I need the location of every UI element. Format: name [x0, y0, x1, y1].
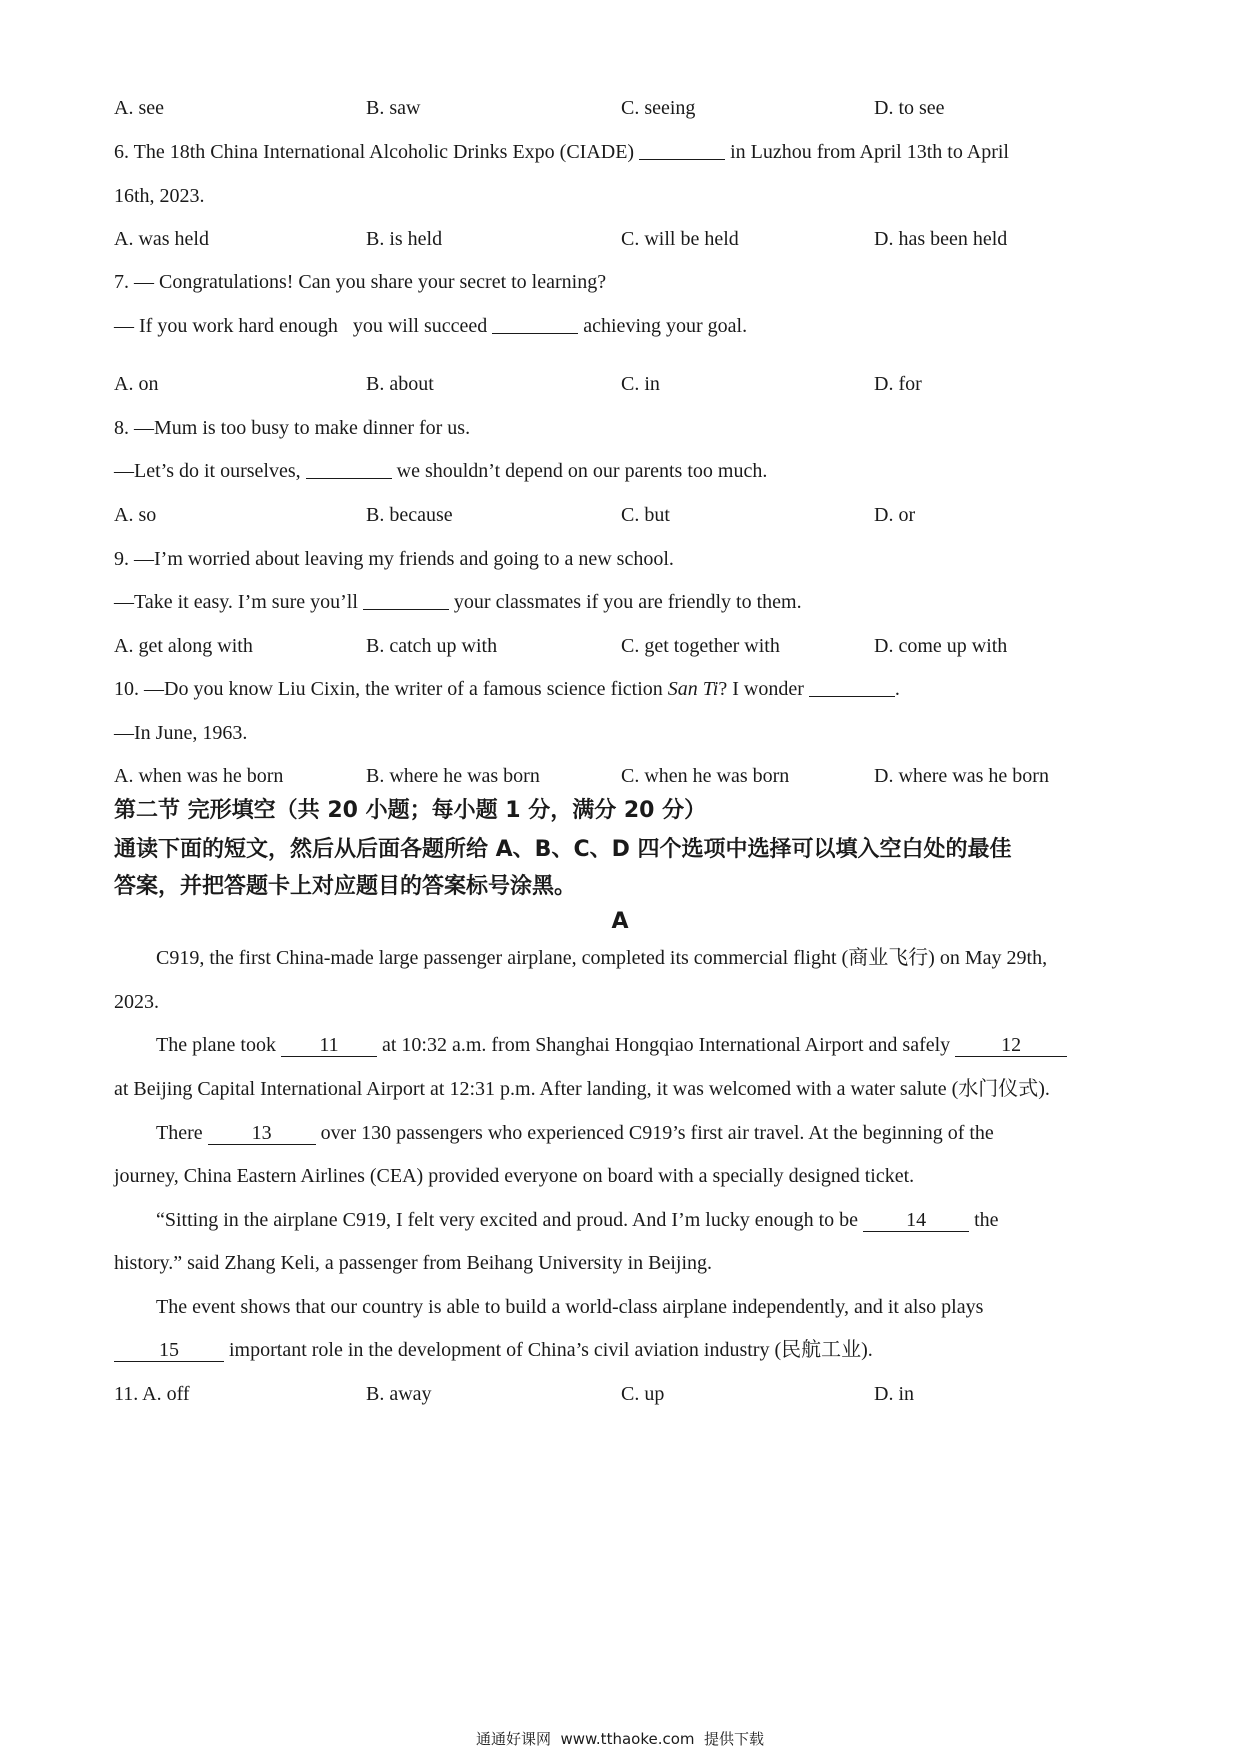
section-instruction-line2: 答案，并把答题卡上对应题目的答案标号涂黑。 — [114, 874, 577, 899]
q8-line1: 8. —Mum is too busy to make dinner for us. — [114, 417, 471, 439]
q9-option-d: D. come up with — [874, 635, 1008, 657]
q8-line2: —Let’s do it ourselves, we shouldn’t depend on our parents too much. — [114, 460, 768, 482]
q7-line1: 7. — Congratulations! Can you share your secret to learning? — [114, 271, 607, 293]
passage-p3-line1: There 13 over 130 passengers who experienced C919’s first air travel. At the beginning of the — [156, 1122, 994, 1144]
q9-line1: 9. —I’m worried about leaving my friends and going to a new school. — [114, 548, 674, 570]
q8-option-b: B. because — [366, 504, 453, 526]
q9-options — [114, 634, 1134, 658]
footer-watermark: 通通好课网 www.tthaoke.com 提供下载 — [475, 1730, 765, 1748]
q8-option-c: C. but — [621, 504, 670, 526]
q10-option-c: C. when he was born — [621, 765, 790, 787]
q7-options — [114, 372, 1134, 396]
book-title: San Ti — [667, 678, 719, 700]
numbered-blank-12: 12 — [955, 1034, 1067, 1057]
q6-options — [114, 227, 1134, 251]
q11-option-a: 11. A. off — [114, 1383, 190, 1405]
passage-p2-line2: at Beijing Capital International Airport at 12:31 p.m. After landing, it was welcomed with a water salute (水门仪式). — [114, 1078, 1050, 1100]
passage-label: A — [611, 909, 629, 934]
q11-option-c: C. up — [621, 1383, 665, 1405]
q10-line2: —In June, 1963. — [114, 722, 248, 744]
q11-options — [114, 1382, 1134, 1406]
q5-option-d: D. to see — [874, 97, 945, 119]
q9-line2: —Take it easy. I’m sure you’ll your classmates if you are friendly to them. — [114, 591, 802, 613]
q7-option-d: D. for — [874, 373, 922, 395]
q11-option-b: B. away — [366, 1383, 432, 1405]
answer-blank — [492, 315, 578, 334]
passage-p3-line2: journey, China Eastern Airlines (CEA) provided everyone on board with a specially designed ticket. — [114, 1165, 915, 1187]
passage-p4-line2: history.” said Zhang Keli, a passenger from Beihang University in Beijing. — [114, 1252, 713, 1274]
q6-stem-line2: 16th, 2023. — [114, 185, 205, 207]
q9-option-b: B. catch up with — [366, 635, 498, 657]
numbered-blank-13: 13 — [208, 1122, 316, 1145]
section-heading: 第二节 完形填空（共 20 小题；每小题 1 分，满分 20 分） — [114, 798, 707, 823]
passage-p2-line1: The plane took 11 at 10:32 a.m. from Shanghai Hongqiao International Airport and safely 12 — [156, 1033, 1067, 1057]
q5-option-c: C. seeing — [621, 97, 696, 119]
q6-stem: 6. The 18th China International Alcoholic Drinks Expo (CIADE) in Luzhou from April 13th to April — [114, 141, 1009, 163]
passage-p5-line2: 15 important role in the development of China’s civil aviation industry (民航工业). — [114, 1338, 873, 1362]
q9-option-a: A. get along with — [114, 635, 253, 657]
numbered-blank-15: 15 — [114, 1339, 224, 1362]
answer-blank — [809, 678, 895, 697]
q6-option-d: D. has been held — [874, 228, 1008, 250]
q10-option-d: D. where was he born — [874, 765, 1049, 787]
passage-p1-line2: 2023. — [114, 991, 159, 1013]
q10-option-a: A. when was he born — [114, 765, 284, 787]
passage-p4-line1: “Sitting in the airplane C919, I felt very excited and proud. And I’m lucky enough to be 14 the — [156, 1209, 999, 1231]
q10-options — [114, 764, 1134, 788]
q6-option-c: C. will be held — [621, 228, 739, 250]
q10-option-b: B. where he was born — [366, 765, 540, 787]
q8-option-d: D. or — [874, 504, 916, 526]
numbered-blank-11: 11 — [281, 1034, 377, 1057]
q10-line1: 10. —Do you know Liu Cixin, the writer of a famous science fiction San Ti? I wonder . — [114, 678, 900, 700]
q8-options — [114, 503, 1134, 527]
q7-option-c: C. in — [621, 373, 660, 395]
q8-option-a: A. so — [114, 504, 157, 526]
passage-p1-line1: C919, the first China-made large passenger airplane, completed its commercial flight (商业飞行) on May 29th, — [156, 947, 1048, 969]
q5-options — [114, 96, 1134, 120]
q7-option-a: A. on — [114, 373, 159, 395]
q11-option-d: D. in — [874, 1383, 914, 1405]
section-instruction-line1: 通读下面的短文，然后从后面各题所给 A、B、C、D 四个选项中选择可以填入空白处的最佳 — [114, 837, 1012, 862]
answer-blank — [639, 141, 725, 160]
numbered-blank-14: 14 — [863, 1209, 969, 1232]
passage-p5-line1: The event shows that our country is able to build a world-class airplane independently, and it also plays — [156, 1296, 984, 1318]
q6-option-b: B. is held — [366, 228, 443, 250]
q6-option-a: A. was held — [114, 228, 209, 250]
q7-option-b: B. about — [366, 373, 434, 395]
q5-option-b: B. saw — [366, 97, 421, 119]
q5-option-a: A. see — [114, 97, 164, 119]
q7-line2: — If you work hard enough you will succeed achieving your goal. — [114, 315, 748, 337]
answer-blank — [306, 460, 392, 479]
answer-blank — [363, 591, 449, 610]
q9-option-c: C. get together with — [621, 635, 780, 657]
